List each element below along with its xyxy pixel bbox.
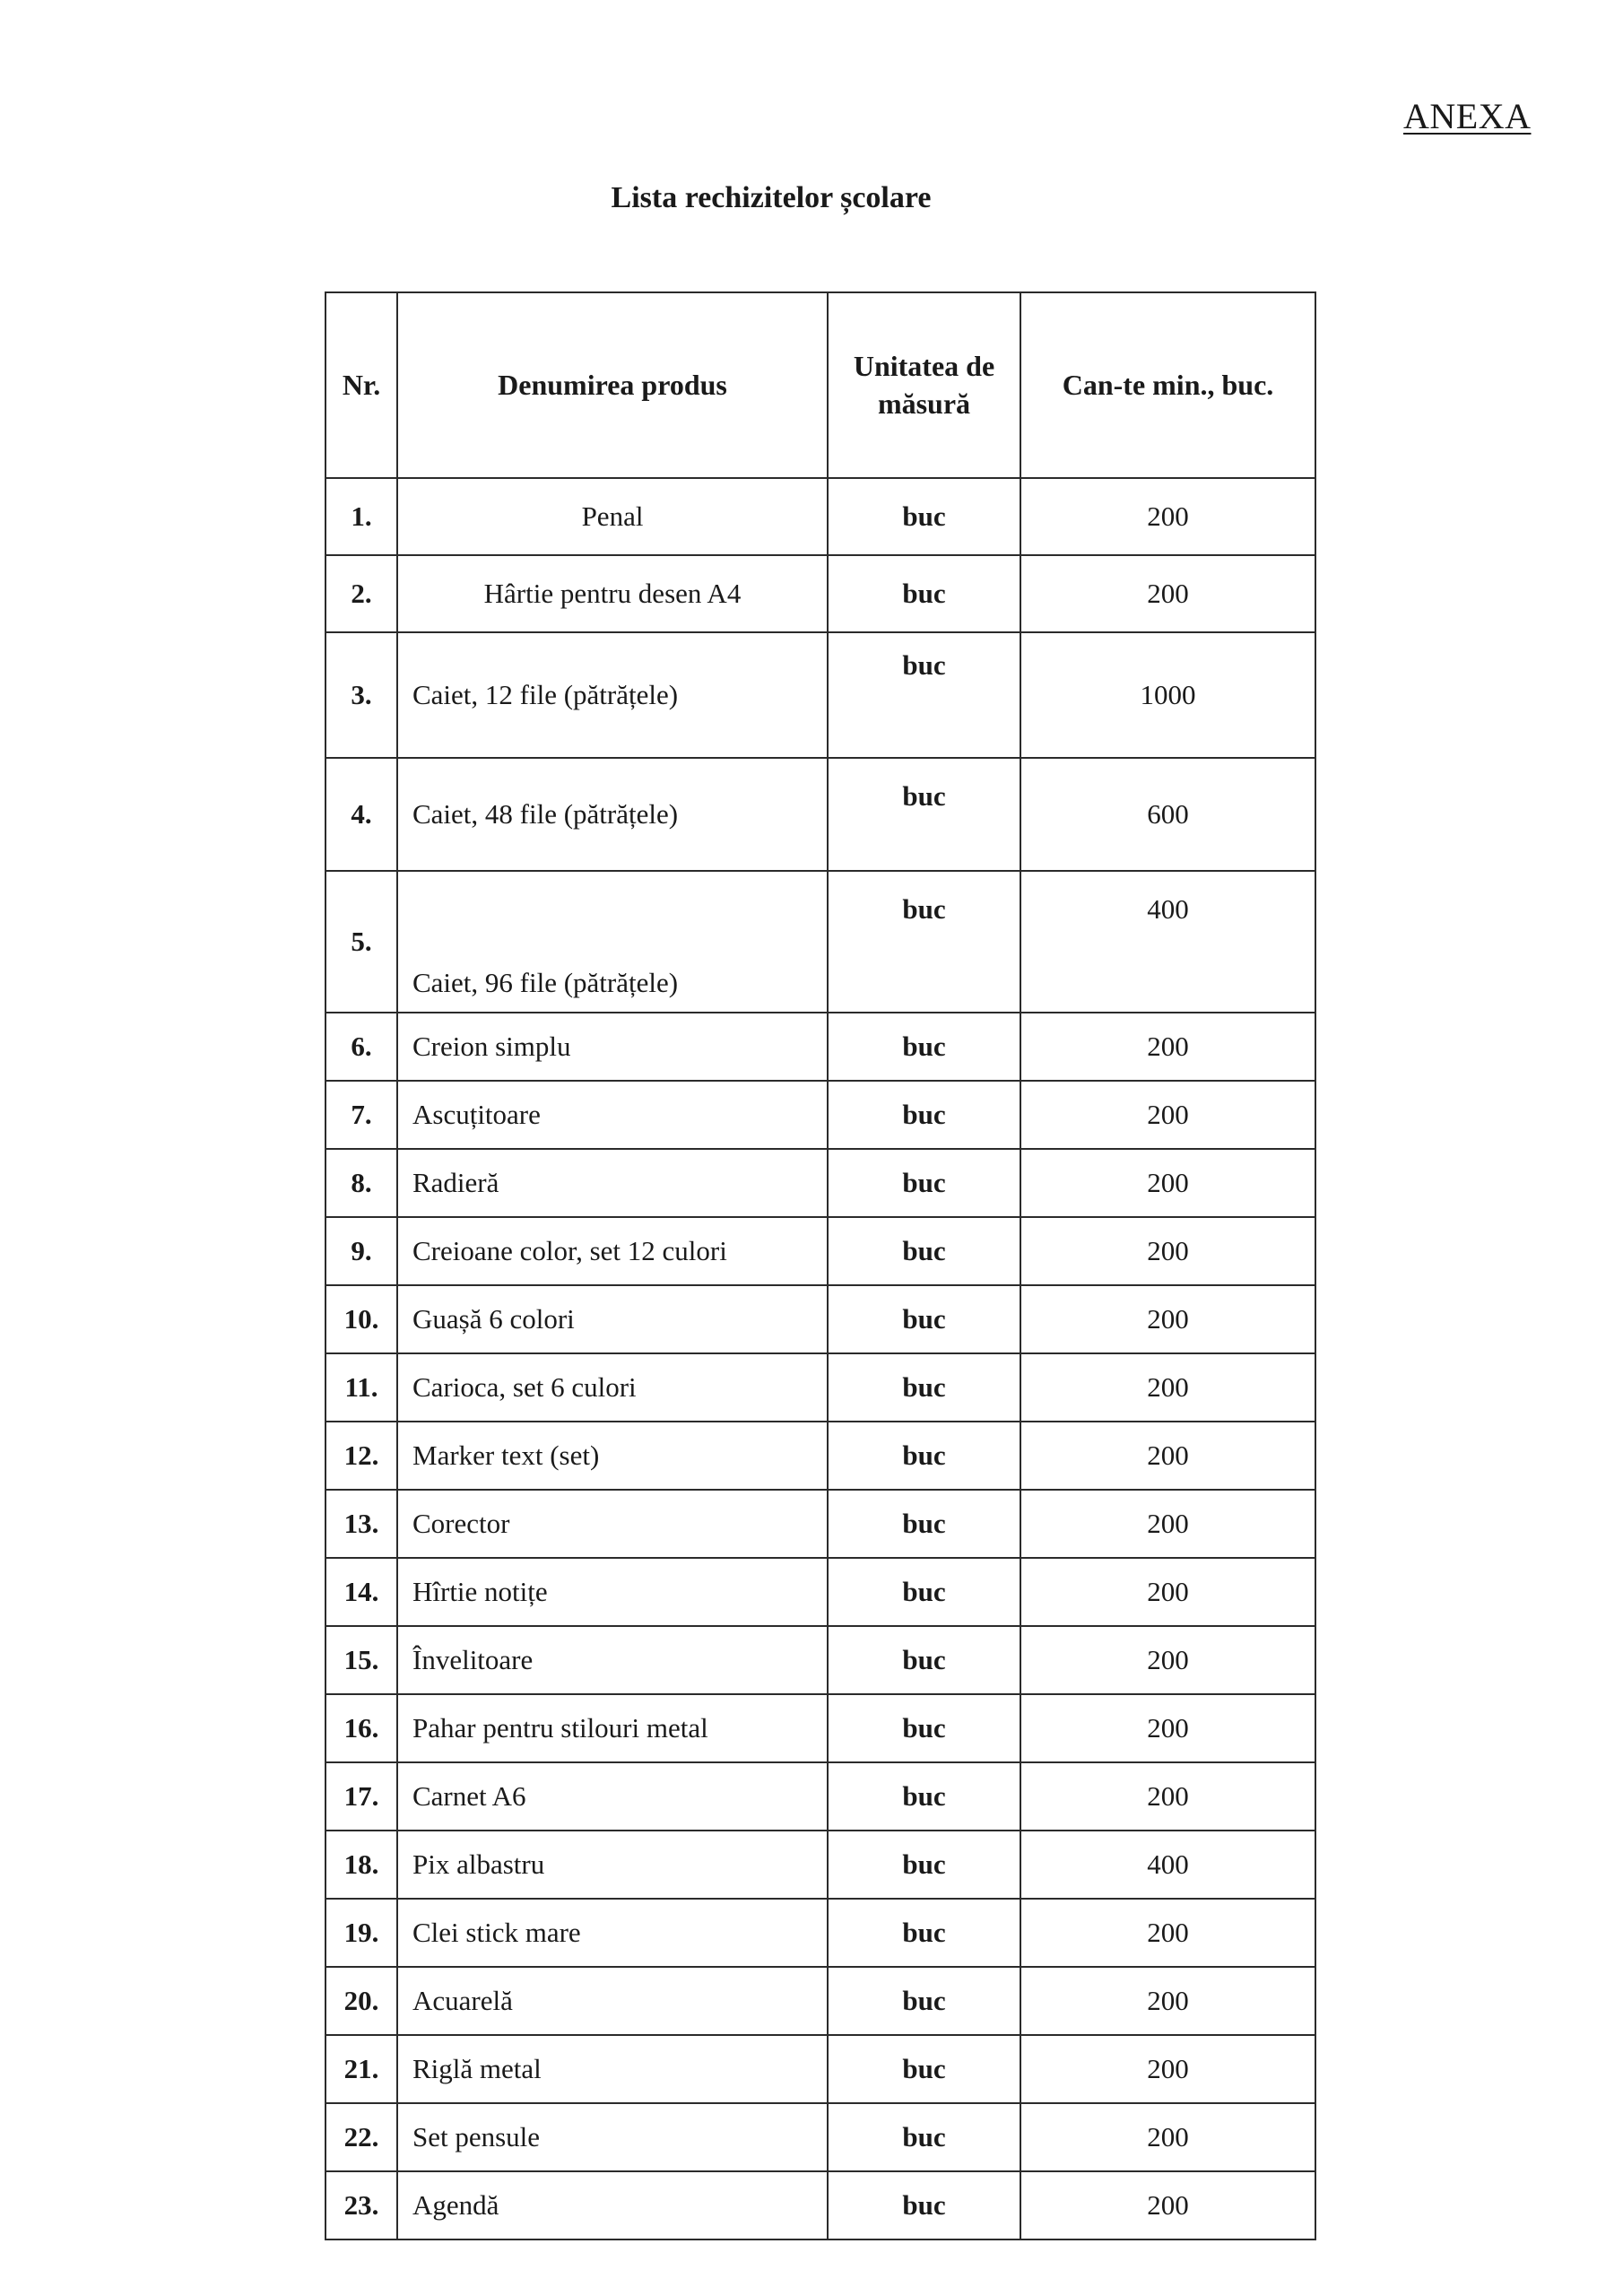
- product-name: Caiet, 96 file (pătrățele): [397, 871, 828, 1013]
- table-row: [325, 758, 1315, 871]
- unit-of-measure: buc: [828, 1353, 1020, 1422]
- table-row: [325, 1285, 1315, 1353]
- minimum-quantity: 200: [1020, 1626, 1315, 1694]
- minimum-quantity: 600: [1020, 758, 1315, 871]
- table-row: [325, 555, 1315, 632]
- table-row: [325, 1694, 1315, 1762]
- header-nr: Nr.: [325, 292, 397, 478]
- row-number: 9.: [325, 1217, 397, 1285]
- minimum-quantity: 200: [1020, 1217, 1315, 1285]
- unit-of-measure: buc: [828, 1081, 1020, 1149]
- table-row: [325, 1967, 1315, 2035]
- product-name: Penal: [397, 478, 828, 555]
- minimum-quantity: 200: [1020, 555, 1315, 632]
- minimum-quantity: 400: [1020, 871, 1315, 1013]
- header-unit: Unitatea de măsură: [828, 292, 1020, 478]
- row-number: 23.: [325, 2171, 397, 2239]
- minimum-quantity: 200: [1020, 1899, 1315, 1967]
- row-number: 8.: [325, 1149, 397, 1217]
- table-row: [325, 1762, 1315, 1831]
- unit-of-measure: buc: [828, 2035, 1020, 2103]
- unit-of-measure: buc: [828, 1899, 1020, 1967]
- product-name: Agendă: [397, 2171, 828, 2239]
- product-name: Marker text (set): [397, 1422, 828, 1490]
- unit-of-measure: buc: [828, 632, 1020, 758]
- row-number: 6.: [325, 1013, 397, 1081]
- row-number: 7.: [325, 1081, 397, 1149]
- unit-of-measure: buc: [828, 2171, 1020, 2239]
- unit-of-measure: buc: [828, 1626, 1020, 1694]
- row-number: 17.: [325, 1762, 397, 1831]
- unit-of-measure: buc: [828, 1967, 1020, 2035]
- minimum-quantity: 200: [1020, 1149, 1315, 1217]
- product-name: Caiet, 12 file (pătrățele): [397, 632, 828, 758]
- product-name: Clei stick mare: [397, 1899, 828, 1967]
- row-number: 1.: [325, 478, 397, 555]
- product-name: Caiet, 48 file (pătrățele): [397, 758, 828, 871]
- table-row: [325, 1558, 1315, 1626]
- minimum-quantity: 200: [1020, 1694, 1315, 1762]
- product-name: Guașă 6 colori: [397, 1285, 828, 1353]
- product-name: Acuarelă: [397, 1967, 828, 2035]
- row-number: 5.: [325, 871, 397, 1013]
- minimum-quantity: 400: [1020, 1831, 1315, 1899]
- unit-of-measure: buc: [828, 758, 1020, 871]
- product-name: Radieră: [397, 1149, 828, 1217]
- unit-of-measure: buc: [828, 1762, 1020, 1831]
- product-name: Corector: [397, 1490, 828, 1558]
- header-product-name: Denumirea produs: [397, 292, 828, 478]
- row-number: 19.: [325, 1899, 397, 1967]
- row-number: 14.: [325, 1558, 397, 1626]
- minimum-quantity: 200: [1020, 1558, 1315, 1626]
- table-row: [325, 1490, 1315, 1558]
- table-row: [325, 1081, 1315, 1149]
- minimum-quantity: 200: [1020, 1013, 1315, 1081]
- product-name: Set pensule: [397, 2103, 828, 2171]
- row-number: 22.: [325, 2103, 397, 2171]
- unit-of-measure: buc: [828, 555, 1020, 632]
- product-name: Hîrtie notițe: [397, 1558, 828, 1626]
- row-number: 13.: [325, 1490, 397, 1558]
- product-name: Carioca, set 6 culori: [397, 1353, 828, 1422]
- table-row: [325, 2035, 1315, 2103]
- unit-of-measure: buc: [828, 1422, 1020, 1490]
- minimum-quantity: 1000: [1020, 632, 1315, 758]
- header-quantity: Can-te min., buc.: [1020, 292, 1315, 478]
- minimum-quantity: 200: [1020, 1081, 1315, 1149]
- product-name: Creion simplu: [397, 1013, 828, 1081]
- product-name: Riglă metal: [397, 2035, 828, 2103]
- minimum-quantity: 200: [1020, 2103, 1315, 2171]
- table-row: [325, 1899, 1315, 1967]
- document-title: Lista rechizitelor școlare: [611, 181, 932, 214]
- unit-of-measure: buc: [828, 1217, 1020, 1285]
- minimum-quantity: 200: [1020, 2035, 1315, 2103]
- product-name: Pix albastru: [397, 1831, 828, 1899]
- table-row: [325, 2171, 1315, 2239]
- table-row: [325, 2103, 1315, 2171]
- product-name: Ascuțitoare: [397, 1081, 828, 1149]
- row-number: 2.: [325, 555, 397, 632]
- row-number: 18.: [325, 1831, 397, 1899]
- table-row: [325, 1626, 1315, 1694]
- table-row: [325, 1217, 1315, 1285]
- row-number: 3.: [325, 632, 397, 758]
- minimum-quantity: 200: [1020, 1422, 1315, 1490]
- row-number: 11.: [325, 1353, 397, 1422]
- table-row: [325, 632, 1315, 758]
- row-number: 12.: [325, 1422, 397, 1490]
- minimum-quantity: 200: [1020, 1967, 1315, 2035]
- product-name: Pahar pentru stilouri metal: [397, 1694, 828, 1762]
- table-row: [325, 1422, 1315, 1490]
- table-row: [325, 871, 1315, 1013]
- minimum-quantity: 200: [1020, 1285, 1315, 1353]
- table-row: [325, 1149, 1315, 1217]
- product-name: Hârtie pentru desen A4: [397, 555, 828, 632]
- table-header-row: [325, 292, 1315, 478]
- minimum-quantity: 200: [1020, 1353, 1315, 1422]
- table-row: [325, 1013, 1315, 1081]
- unit-of-measure: buc: [828, 1490, 1020, 1558]
- unit-of-measure: buc: [828, 2103, 1020, 2171]
- minimum-quantity: 200: [1020, 2171, 1315, 2239]
- product-name: Carnet A6: [397, 1762, 828, 1831]
- table-row: [325, 1353, 1315, 1422]
- table-row: [325, 478, 1315, 555]
- unit-of-measure: buc: [828, 1013, 1020, 1081]
- row-number: 10.: [325, 1285, 397, 1353]
- product-name: Învelitoare: [397, 1626, 828, 1694]
- row-number: 21.: [325, 2035, 397, 2103]
- unit-of-measure: buc: [828, 1149, 1020, 1217]
- row-number: 4.: [325, 758, 397, 871]
- table-row: [325, 1831, 1315, 1899]
- annex-label: ANEXA: [1403, 96, 1532, 136]
- unit-of-measure: buc: [828, 1694, 1020, 1762]
- row-number: 15.: [325, 1626, 397, 1694]
- unit-of-measure: buc: [828, 1831, 1020, 1899]
- minimum-quantity: 200: [1020, 478, 1315, 555]
- row-number: 20.: [325, 1967, 397, 2035]
- product-name: Creioane color, set 12 culori: [397, 1217, 828, 1285]
- unit-of-measure: buc: [828, 871, 1020, 1013]
- unit-of-measure: buc: [828, 1285, 1020, 1353]
- supplies-table: [325, 291, 1316, 2240]
- minimum-quantity: 200: [1020, 1490, 1315, 1558]
- minimum-quantity: 200: [1020, 1762, 1315, 1831]
- unit-of-measure: buc: [828, 478, 1020, 555]
- unit-of-measure: buc: [828, 1558, 1020, 1626]
- row-number: 16.: [325, 1694, 397, 1762]
